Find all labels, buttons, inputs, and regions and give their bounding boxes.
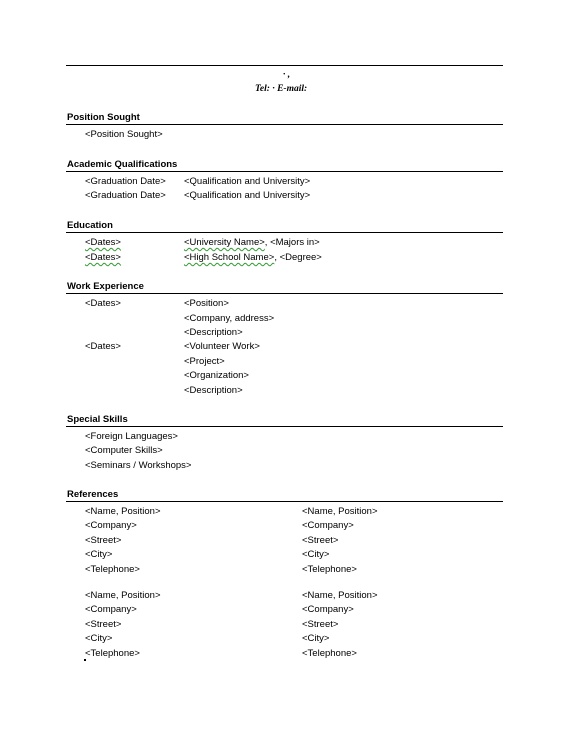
reference-line: <City>	[302, 633, 330, 644]
education-extra: <Degree>	[279, 252, 322, 263]
reference-line: <Telephone>	[302, 564, 357, 575]
reference-line: <Name, Position>	[302, 506, 378, 517]
academic-detail: <Qualification and University>	[184, 176, 311, 187]
reference-line: <Company>	[302, 604, 354, 615]
contact-line: Tel: · E-mail:	[255, 84, 308, 94]
work-line: <Company, address>	[184, 313, 275, 324]
reference-line: <City>	[302, 549, 330, 560]
reference-line: <City>	[85, 549, 113, 560]
work-line: <Description>	[184, 385, 243, 396]
paragraph-mark	[84, 659, 86, 661]
education-school: <University Name>	[184, 237, 265, 248]
work-line: <Organization>	[184, 370, 249, 381]
reference-line: <Street>	[85, 535, 122, 546]
work-date: <Dates>	[85, 341, 121, 352]
education-date: <Dates>	[85, 252, 121, 263]
reference-line: <Telephone>	[85, 564, 140, 575]
reference-line: <Name, Position>	[85, 590, 161, 601]
academic-detail: <Qualification and University>	[184, 190, 311, 201]
reference-line: <Street>	[302, 535, 339, 546]
education-separator: ,	[264, 237, 268, 248]
section-title-skills: Special Skills	[67, 414, 128, 425]
education-extra: <Majors in>	[270, 237, 320, 248]
section-rule	[66, 426, 503, 427]
section-title-academic: Academic Qualifications	[67, 159, 178, 170]
education-date: <Dates>	[85, 237, 121, 248]
section-title-work: Work Experience	[67, 281, 144, 292]
education-detail	[184, 237, 320, 248]
reference-line: <Company>	[85, 604, 137, 615]
education-detail	[184, 252, 322, 263]
top-rule	[66, 65, 503, 66]
academic-date: <Graduation Date>	[85, 190, 166, 201]
work-line: <Description>	[184, 327, 243, 338]
education-school: <High School Name>	[184, 252, 275, 263]
work-line: <Position>	[184, 298, 229, 309]
academic-date: <Graduation Date>	[85, 176, 166, 187]
section-rule	[66, 171, 503, 172]
reference-line: <Name, Position>	[85, 506, 161, 517]
reference-line: <Name, Position>	[302, 590, 378, 601]
reference-line: <Street>	[85, 619, 122, 630]
skill-item: <Seminars / Workshops>	[85, 460, 192, 471]
position-value: <Position Sought>	[85, 129, 163, 140]
section-rule	[66, 232, 503, 233]
section-rule	[66, 124, 503, 125]
skill-item: <Foreign Languages>	[85, 431, 178, 442]
section-title-references: References	[67, 489, 119, 500]
education-separator: ,	[274, 252, 277, 263]
work-line: <Volunteer Work>	[184, 341, 260, 352]
work-line: <Project>	[184, 356, 225, 367]
reference-line: <Telephone>	[85, 648, 140, 659]
work-date: <Dates>	[85, 298, 121, 309]
reference-line: <Company>	[302, 520, 354, 531]
reference-line: <City>	[85, 633, 113, 644]
section-title-education: Education	[67, 220, 113, 231]
reference-line: <Street>	[302, 619, 339, 630]
section-rule	[66, 501, 503, 502]
name-line: · ,	[283, 70, 291, 80]
skill-item: <Computer Skills>	[85, 445, 163, 456]
section-title-position: Position Sought	[67, 112, 140, 123]
section-rule	[66, 293, 503, 294]
reference-line: <Telephone>	[302, 648, 357, 659]
reference-line: <Company>	[85, 520, 137, 531]
